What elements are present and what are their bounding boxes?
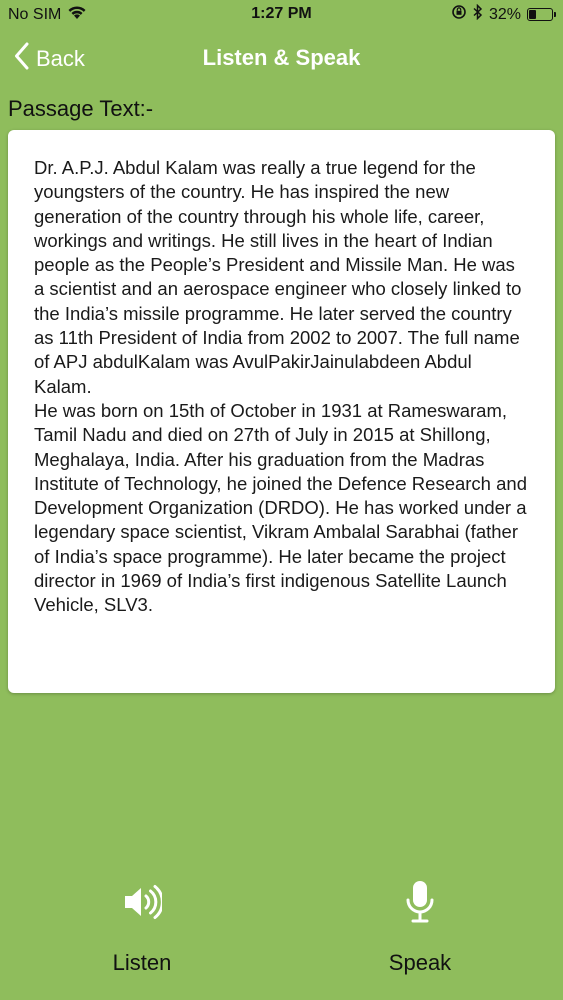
speak-button[interactable] [320, 876, 520, 976]
bluetooth-icon [473, 4, 483, 25]
battery-icon [527, 8, 553, 21]
speak-label: Speak [388, 950, 452, 975]
back-label: Back [36, 46, 85, 71]
listen-label: Listen [112, 950, 172, 975]
status-bar [0, 0, 563, 30]
carrier-label: No SIM [8, 6, 62, 23]
orientation-lock-icon [451, 4, 467, 25]
listen-button[interactable] [42, 876, 242, 976]
page-title: Listen & Speak [202, 45, 361, 70]
battery-percent: 32% [488, 5, 521, 23]
microphone-icon [320, 876, 520, 928]
passage-card[interactable] [8, 130, 555, 693]
status-right [451, 4, 553, 25]
speaker-icon [42, 876, 242, 928]
battery-level [529, 10, 536, 19]
passage-text: Dr. A.P.J. Abdul Kalam was really a true legend for the youngsters of the country. He has inspired the new generation of the country through his whole life, career, workings and writings. He still lives in the heart of Indian people as the People’s President and Missile Man. He was a scientist and an aerospace engineer who closely linked to the India’s missile programme. He later served the country as 11th President of India from 2002 to 2007. The full name of APJ abdulKalam was AvulPakirJainulabdeen Abdul Kalam. He was born on 15th of October in 1931 at Rameswaram, Tamil Nadu and died on 27th of July in 2015 at Shillong, Meghalaya, India. After his graduation from the Madras Institute of Technology, he joined the Defence Research and Development Organization (DRDO). He has worked under a legendary space scientist, Vikram Ambalal Sarabhai (father of India’s space programme). He later became the project director in 1969 of India’s first indigenous Satellite Launch Vehicle, SLV3. [34, 157, 527, 616]
navigation-bar [0, 30, 563, 86]
passage-label: Passage Text:- [8, 96, 154, 121]
status-time: 1:27 PM [251, 5, 312, 22]
